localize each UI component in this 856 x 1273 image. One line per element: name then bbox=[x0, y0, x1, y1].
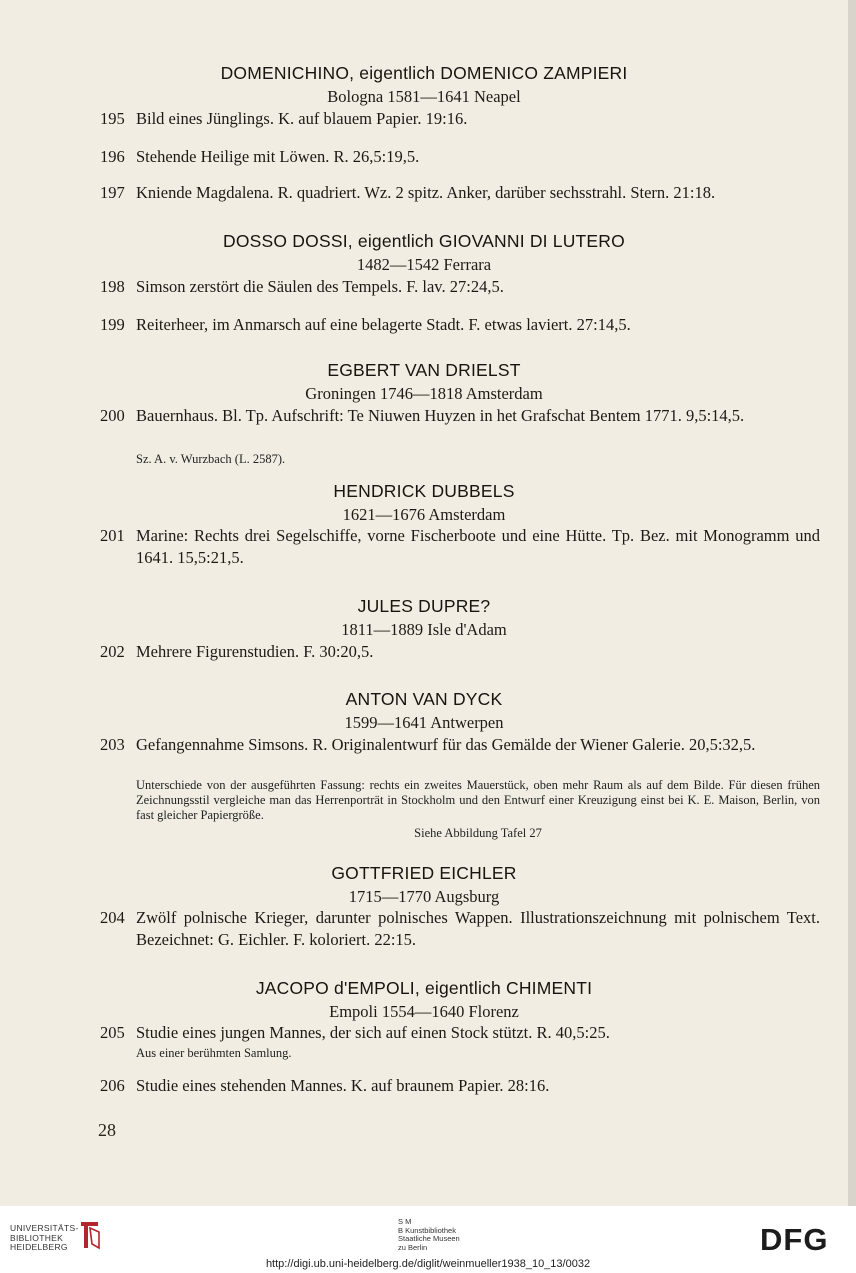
catalog-entry bbox=[100, 907, 820, 951]
artist-name: EGBERT VAN DRIELST bbox=[327, 360, 521, 380]
entry-number: 206 bbox=[100, 1076, 125, 1095]
artist-section-van-dyck bbox=[0, 688, 848, 734]
entry-text: Studie eines jungen Mannes, der sich auf einen Stock stützt. R. 40,5:25. bbox=[136, 1023, 610, 1042]
catalog-entry bbox=[100, 734, 820, 756]
catalog-entry bbox=[100, 641, 820, 663]
entry-number: 204 bbox=[100, 908, 125, 927]
catalog-entry bbox=[100, 182, 820, 204]
heidelberg-logo-icon bbox=[78, 1218, 102, 1252]
catalog-entry bbox=[100, 1075, 820, 1097]
entry-text: Studie eines stehenden Mannes. K. auf braunem Papier. 28:16. bbox=[136, 1076, 550, 1095]
permalink-url[interactable]: http://digi.ub.uni-heidelberg.de/diglit/weinmueller1938_10_13/0032 bbox=[265, 1258, 591, 1270]
artist-name: DOMENICHINO, eigentlich DOMENICO ZAMPIERI bbox=[220, 63, 628, 83]
entry-number: 205 bbox=[100, 1023, 125, 1042]
entry-text: Simson zerstört die Säulen des Tempels. F. lav. 27:24,5. bbox=[136, 277, 504, 296]
artist-life: Empoli 1554—1640 Florenz bbox=[329, 1002, 519, 1021]
artist-name: GOTTFRIED EICHLER bbox=[331, 863, 517, 883]
entry-text: Mehrere Figurenstudien. F. 30:20,5. bbox=[136, 642, 374, 661]
entry-text: Kniende Magdalena. R. quadriert. Wz. 2 spitz. Anker, darüber sechsstrahl. Stern. 21:18. bbox=[136, 183, 716, 202]
artist-section-eichler bbox=[0, 862, 848, 908]
entry-number: 200 bbox=[100, 406, 125, 425]
artist-life: 1811—1889 Isle d'Adam bbox=[341, 620, 507, 639]
catalog-entry bbox=[100, 314, 820, 336]
digitization-footer bbox=[0, 1206, 856, 1273]
entry-text: Stehende Heilige mit Löwen. R. 26,5:19,5. bbox=[136, 147, 420, 166]
catalog-entry bbox=[100, 276, 820, 298]
entry-number: 198 bbox=[100, 277, 125, 296]
entry-number: 201 bbox=[100, 526, 125, 545]
entry-text: Bauernhaus. Bl. Tp. Aufschrift: Te Niuwen Huyzen in het Grafschat Bentem 1771. 9,5:14,5. bbox=[136, 406, 745, 425]
artist-section-van-drielst bbox=[0, 359, 848, 405]
artist-name: JULES DUPRE? bbox=[357, 596, 491, 616]
artist-name: HENDRICK DUBBELS bbox=[333, 481, 515, 501]
entry-text: Bild eines Jünglings. K. auf blauem Papier. 19:16. bbox=[136, 109, 468, 128]
entry-number: 199 bbox=[100, 315, 125, 334]
artist-life: 1599—1641 Antwerpen bbox=[344, 713, 504, 732]
artist-life: Bologna 1581—1641 Neapel bbox=[327, 87, 521, 106]
artist-section-domenichino bbox=[0, 62, 848, 108]
catalog-entry bbox=[100, 108, 820, 130]
artist-section-empoli bbox=[0, 977, 848, 1023]
plate-reference: Siehe Abbildung Tafel 27 bbox=[414, 826, 542, 840]
artist-life: 1621—1676 Amsterdam bbox=[342, 505, 506, 524]
catalog-entry bbox=[100, 405, 820, 427]
entry-text: Reiterheer, im Anmarsch auf eine belagerte Stadt. F. etwas laviert. 27:14,5. bbox=[136, 315, 631, 334]
catalog-entry bbox=[100, 1022, 820, 1044]
entry-number: 202 bbox=[100, 642, 125, 661]
sm-mark: S M bbox=[398, 1217, 412, 1226]
entry-number: 196 bbox=[100, 147, 125, 166]
page-number: 28 bbox=[98, 1120, 116, 1140]
sm-kunstbibliothek-label bbox=[398, 1218, 460, 1252]
catalog-entry bbox=[100, 146, 820, 168]
artist-life: Groningen 1746—1818 Amsterdam bbox=[305, 384, 543, 403]
entry-note: Aus einer berühmten Samlung. bbox=[136, 1046, 292, 1060]
entry-text: Gefangennahme Simsons. R. Originalentwurf für das Gemälde der Wiener Galerie. 20,5:32,5. bbox=[136, 735, 756, 754]
artist-name: ANTON VAN DYCK bbox=[345, 689, 503, 709]
dfg-logo: DFG bbox=[760, 1222, 829, 1257]
page-edge bbox=[848, 0, 856, 1206]
kunstbibliothek-text: B Kunstbibliothek Staatliche Museen zu Berlin bbox=[398, 1225, 460, 1252]
artist-section-dubbels bbox=[0, 480, 848, 526]
entry-text: Marine: Rechts drei Segelschiffe, vorne Fischerboote und eine Hütte. Tp. Bez. mit Monogramm und 1641. 15,5:21,5. bbox=[136, 526, 820, 567]
entry-number: 197 bbox=[100, 183, 125, 202]
artist-life: 1715—1770 Augsburg bbox=[348, 887, 500, 906]
entry-note: Sz. A. v. Wurzbach (L. 2587). bbox=[136, 452, 286, 466]
artist-section-dosso-dossi bbox=[0, 230, 848, 276]
entry-number: 195 bbox=[100, 109, 125, 128]
university-library-label: UNIVERSITÄTS- BIBLIOTHEK HEIDELBERG bbox=[10, 1223, 79, 1252]
artist-name: JACOPO d'EMPOLI, eigentlich CHIMENTI bbox=[255, 978, 593, 998]
catalog-entry bbox=[100, 525, 820, 569]
artist-section-dupre bbox=[0, 595, 848, 641]
entry-note: Unterschiede von der ausgeführten Fassung: rechts ein zweites Mauerstück, oben mehr Raum als auf dem Bilde. Für diesen frühen Zeichnungsstil vergleiche man das Herrenporträt in Stockholm und den Entwurf einer Kreuzigung einst bei K. E. Maison, Berlin, von fast gleicher Papiergröße. bbox=[136, 778, 820, 822]
artist-life: 1482—1542 Ferrara bbox=[356, 255, 492, 274]
entry-text: Zwölf polnische Krieger, darunter polnisches Wappen. Illustrationszeichnung mit polnischem Text. Bezeichnet: G. Eichler. F. koloriert. 22:15. bbox=[136, 908, 820, 949]
entry-number: 203 bbox=[100, 735, 125, 754]
artist-name: DOSSO DOSSI, eigentlich GIOVANNI DI LUTERO bbox=[223, 231, 625, 251]
